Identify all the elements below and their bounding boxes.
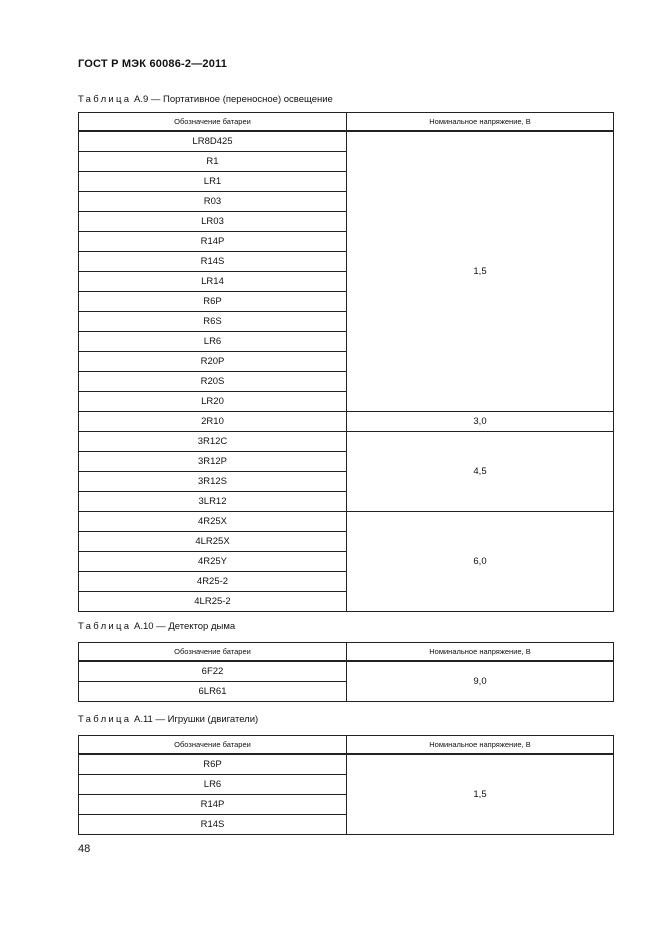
table-row <box>79 754 614 775</box>
battery-designation-cell: 4R25X <box>79 512 347 532</box>
battery-designation-cell: 4R25-2 <box>79 572 347 592</box>
nominal-voltage-cell: 1,5 <box>347 754 614 835</box>
nominal-voltage-cell: 1,5 <box>347 131 614 412</box>
table-a11-header-row <box>79 736 614 755</box>
nominal-voltage-cell: 9,0 <box>347 661 614 702</box>
table-a10 <box>78 642 614 702</box>
battery-designation-cell: LR03 <box>79 212 347 232</box>
table-row <box>79 661 614 682</box>
table-a10-caption <box>78 621 235 632</box>
battery-designation-cell: 6F22 <box>79 661 347 682</box>
table-row <box>79 131 614 152</box>
table-a9-caption-word: Таблица <box>78 94 132 105</box>
battery-designation-cell: 3LR12 <box>79 492 347 512</box>
battery-designation-cell: 6LR61 <box>79 682 347 702</box>
table-a11-col-voltage-header: Номинальное напряжение, В <box>347 736 614 755</box>
table-a11-col-battery-header: Обозначение батареи <box>79 736 347 755</box>
table-row <box>79 512 614 532</box>
table-a10-caption-word: Таблица <box>78 621 132 632</box>
table-a11 <box>78 735 614 835</box>
battery-designation-cell: LR8D425 <box>79 131 347 152</box>
battery-designation-cell: R14P <box>79 232 347 252</box>
table-a9 <box>78 112 614 612</box>
battery-designation-cell: R20P <box>79 352 347 372</box>
nominal-voltage-cell: 3,0 <box>347 412 614 432</box>
table-a9-caption <box>78 94 333 105</box>
battery-designation-cell: R14P <box>79 795 347 815</box>
table-a10-col-battery-header: Обозначение батареи <box>79 643 347 662</box>
battery-designation-cell: R6S <box>79 312 347 332</box>
table-a11-caption-word: Таблица <box>78 714 132 725</box>
table-a10-col-voltage-header: Номинальное напряжение, В <box>347 643 614 662</box>
battery-designation-cell: 3R12S <box>79 472 347 492</box>
battery-designation-cell: R6P <box>79 292 347 312</box>
table-a9-col-battery-header: Обозначение батареи <box>79 113 347 132</box>
table-a11-caption <box>78 714 258 725</box>
battery-designation-cell: LR20 <box>79 392 347 412</box>
battery-designation-cell: 4LR25-2 <box>79 592 347 612</box>
table-a9-caption-title: А.9 — Портативное (переносное) освещение <box>131 94 333 105</box>
battery-designation-cell: 4LR25X <box>79 532 347 552</box>
table-a9-header-row <box>79 113 614 132</box>
battery-designation-cell: LR1 <box>79 172 347 192</box>
table-row <box>79 412 614 432</box>
battery-designation-cell: R1 <box>79 152 347 172</box>
battery-designation-cell: R14S <box>79 815 347 835</box>
battery-designation-cell: R6P <box>79 754 347 775</box>
nominal-voltage-cell: 4,5 <box>347 432 614 512</box>
battery-designation-cell: 3R12P <box>79 452 347 472</box>
table-a9-col-voltage-header: Номинальное напряжение, В <box>347 113 614 132</box>
page-number: 48 <box>78 843 91 855</box>
table-a11-caption-title: А.11 — Игрушки (двигатели) <box>131 714 259 725</box>
table-row <box>79 432 614 452</box>
document-header: ГОСТ Р МЭК 60086-2—2011 <box>78 58 228 70</box>
nominal-voltage-cell: 6,0 <box>347 512 614 612</box>
battery-designation-cell: LR6 <box>79 332 347 352</box>
battery-designation-cell: LR14 <box>79 272 347 292</box>
battery-designation-cell: 4R25Y <box>79 552 347 572</box>
table-a10-caption-title: А.10 — Детектор дыма <box>131 621 236 632</box>
battery-designation-cell: 2R10 <box>79 412 347 432</box>
battery-designation-cell: R20S <box>79 372 347 392</box>
table-a10-header-row <box>79 643 614 662</box>
battery-designation-cell: LR6 <box>79 775 347 795</box>
battery-designation-cell: 3R12C <box>79 432 347 452</box>
battery-designation-cell: R14S <box>79 252 347 272</box>
battery-designation-cell: R03 <box>79 192 347 212</box>
